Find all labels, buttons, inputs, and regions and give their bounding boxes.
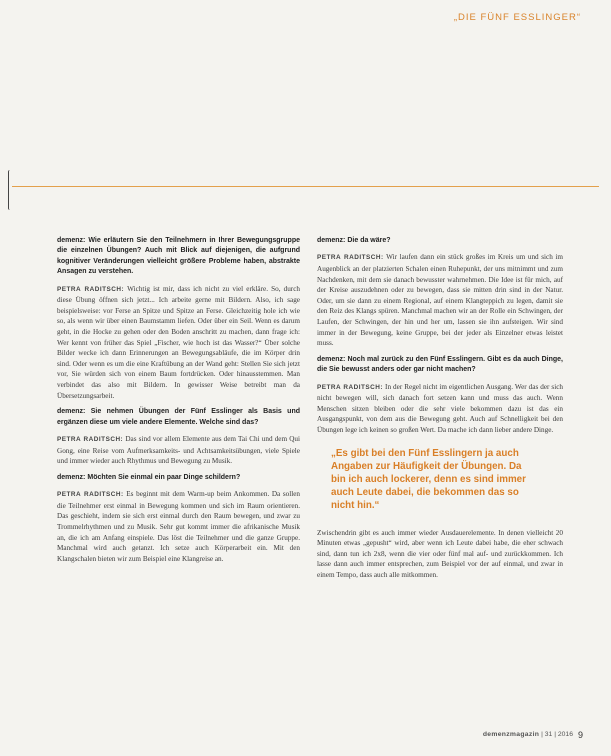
answer-text: Wir laufen dann ein stück großes im Kreis um und sich im Augenblick an der platzierten Schalen einen Ruhepunkt, der uns mitnimmt und zum Nachdenken, mit dem sie danach bewusster wahrnehmen. Die Idee ist für mich, auf der Kreise auszudehnen oder zu bewegen, dass sie mitten drin sind in der Natur. Oder, um sie dann zu einem Regional, auf einem Klangteppich zu legen, damit sie den Reiz des Klangs spüren. Manchmal machen wir an der Rolle ein Schwingen, der Laufen, der Schwingen, der hin und her um, lassen sie ihn aufsteigen. Wir sind immer in der Bewegung, keine Gruppe, bei der jeder als Einzelner etwas leistet muss.: [317, 253, 564, 348]
left-column: [57, 236, 300, 570]
interview-question: [317, 355, 563, 376]
question-text: Noch mal zurück zu den Fünf Esslingern. Gibt es da auch Dinge, die Sie bewusst anders oder gar nicht machen?: [317, 355, 563, 374]
answer-text: Wichtig ist mir, dass ich nicht zu viel erkläre. So, durch diese Übung öffnen sich jetzt... Ich arbeite gerne mit Bildern. Also, ich sage beispielsweise: vor Ferse an Spitze und Spitze an Ferse. Gleichzeitig hole ich wie so, als wenn wir über einen Baumstamm liefen. Oder über ein Seil. Wenn es darum geht, in die Hocke zu gehen oder den Boden anschritt zu machen, dann frage ich: Wer kennt von früher das Spiel „Fischer, wie hoch ist das Wasser?“ Über solche Bilder wecke ich dann Erinnerungen an Bewegungsabläufe, die im Körper drin sind. Oder wenn es um die eine Kraftübung an der Wand geht: Stellen Sie sich jetzt vor, Sie würden sich von einem Baum fortdrücken. Oder hinausstemmen. Man verbindet das also mit Bildern. In gewisser Weise betreibt man da Übersetzungsarbeit.: [57, 284, 300, 400]
interview-answer: [57, 434, 300, 467]
interview-answer: [317, 252, 563, 348]
question-lead: demenz:: [57, 408, 86, 416]
question-text: Sie nehmen Übungen der Fünf Esslinger als Basis und ergänzen diese um viele andere Elemente. Welche sind das?: [57, 408, 300, 426]
speaker-name: PETRA RADITSCH:: [57, 435, 124, 443]
speaker-name: PETRA RADITSCH:: [317, 383, 384, 391]
right-column: [317, 236, 563, 587]
interview-question: [57, 407, 300, 428]
pull-quote: [317, 444, 563, 516]
interview-question: [317, 236, 563, 246]
issue-info: | 31 | 2016: [541, 731, 573, 738]
pull-quote-line: Angaben zur Häufigkeit der Übungen. Da: [331, 460, 522, 472]
body-paragraph: Zwischendrin gibt es auch immer wieder Ausdauerelemente. In denen vielleicht 20 Minuten etwas „gepusht“ wird, aber wenn ich Leute dabei habe, die eher schwach sind, dann tun ich 2x8, wenn die vier oder fünf mal auf- und zurückkommen. Ich lasse dann auch immer entsprechen, zum Beispiel vor der auf einmal, und zwar in einem Tempo, dass auch alle mitkommen.: [317, 528, 563, 579]
section-rule: [12, 186, 599, 187]
question-text: Die da wäre?: [347, 237, 391, 244]
question-lead: demenz:: [57, 473, 86, 481]
speaker-name: PETRA RADITSCH:: [317, 254, 384, 262]
interview-answer: [57, 284, 300, 402]
footer: [483, 731, 573, 738]
pull-quote-line: auch Leute dabei, die bekommen das so: [331, 487, 519, 499]
section-tag: „DIE FÜNF ESSLINGER“: [453, 12, 581, 23]
publication-name: demenzmagazin: [482, 731, 540, 738]
question-text: Möchten Sie einmal ein paar Dinge schildern?: [87, 473, 241, 481]
interview-answer: [57, 489, 300, 564]
speaker-name: PETRA RADITSCH:: [57, 285, 125, 293]
question-text: Wie erläutern Sie den Teilnehmern in Ihrer Bewegungsgruppe die einzelnen Übungen? Auch mit Blick auf diejenigen, die aufgrund kognitiver Veränderungen vielleicht größere Probleme haben, abstrakte Ansagen zu verstehen.: [57, 237, 300, 276]
answer-text: Es beginnt mit dem Warm-up beim Ankommen. Da sollen die Teilnehmer erst einmal in Bewegung kommen und sich im Raum orientieren. Das geschieht, indem sie sich erst einmal durch den Raum bewegen, und zwar zu Trommelrhythmen und zu Musik. Sehr gut kommt immer die afrikanische Musik an, die ich am Anfang einspiele. Das löst die Teilnehmer und die ganze Gruppe. Manchmal wird auch getanzt. Ich setze auch Körperarbeit ein. Mit den Klangschalen bieten wir zum Beispiel eine Klangreise an.: [57, 490, 301, 563]
answer-text: In der Regel nicht im eigentlichen Ausgang. Wer das der sich nicht bewegen will, sich danach fort setzen kann und muss das auch. Wenn Menschen sitzen bleiben oder die sehr viele bekommen dazu ist das ein Ausgangspunkt, von dem aus die Bewegung geht. Auch auf Schnelligkeit bei den Übungen lege ich keinen so großen Wert. Da mache ich dann lieber andere Dinge.: [317, 382, 563, 434]
interview-question: [57, 236, 300, 278]
question-lead: demenz:: [57, 237, 86, 244]
pull-quote-line: „Es gibt bei den Fünf Esslingern ja auch: [331, 447, 519, 459]
question-lead: demenz:: [317, 355, 346, 363]
interview-answer: [317, 382, 563, 436]
page-edge-mark: [8, 170, 12, 210]
pull-quote-line: bin ich auch lockerer, denn es sind immer: [331, 473, 526, 485]
pull-quote-line: nicht hin.“: [331, 500, 380, 512]
interview-question: [57, 473, 300, 483]
question-lead: demenz:: [317, 237, 346, 244]
speaker-name: PETRA RADITSCH:: [57, 491, 124, 499]
answer-text: Das sind vor allem Elemente aus dem Tai Chi und dem Qui Gong, eine Reise vom Aufmerksamkeits- und Achtsamkeitsübungen, viele Spiele und immer wieder auch Rhythmus und Bewegung zu Musik.: [57, 434, 301, 466]
page-number: 9: [577, 730, 583, 740]
